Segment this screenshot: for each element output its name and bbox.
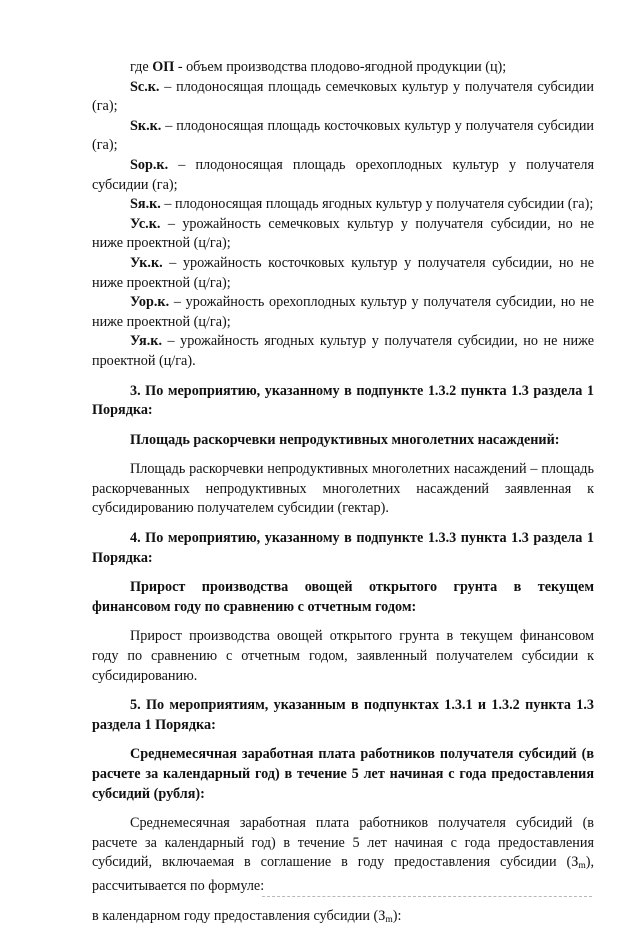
definition-item: [92, 78, 594, 117]
definition-term: Уор.к.: [130, 294, 170, 311]
definition-item: [92, 195, 594, 215]
definition-term: Ус.к.: [130, 215, 161, 232]
definition-term: Ук.к.: [130, 254, 163, 271]
section-5-formula-intro: в календарном году предоставления субсидии $(З_m)$:: [92, 907, 402, 925]
definition-term: Sк.к.: [130, 117, 162, 134]
definition-item: [92, 215, 594, 254]
definition-text: – плодоносящая площадь косточковых культур у получателя субсидии (га);: [92, 117, 594, 154]
definition-item: [92, 332, 594, 371]
section-5-subheading: Среднемесячная заработная плата работников получателя субсидий (в расчете за календарный год) в течение 5 лет начиная с года предоставления субсидий (рубля):: [92, 746, 594, 802]
intro-term: ОП: [152, 59, 175, 75]
definition-term: Sя.к.: [130, 196, 161, 213]
definition-text: – плодоносящая площадь ягодных культур у получателя субсидии (га);: [160, 196, 594, 213]
definition-text: – урожайность косточковых культур у получателя субсидии, но не ниже проектной (ц/га);: [92, 254, 594, 291]
definition-term: Sор.к.: [130, 156, 169, 173]
section-3-heading: 3. По мероприятию, указанному в подпункте 1.3.2 пункта 1.3 раздела 1 Порядка:: [92, 382, 594, 419]
section-5-body: Среднемесячная заработная плата работников получателя субсидий (в расчете за календарный год) в течение 5 лет начиная с года предоставления субсидий, включаемая в соглашение в году предоставления субсидии $(З_m)$, рассчитывается по формуле:: [92, 815, 594, 894]
definition-term: Sc.к.: [130, 78, 160, 95]
section-5-heading: 5. По мероприятиям, указанным в подпунктах 1.3.1 и 1.3.2 пункта 1.3 раздела 1 Порядка:: [92, 697, 594, 733]
definition-item: [92, 117, 594, 156]
section-4-heading: 4. По мероприятию, указанному в подпункте 1.3.3 пункта 1.3 раздела 1 Порядка:: [92, 530, 594, 566]
definition-text: – плодоносящая площадь орехоплодных культур у получателя субсидии (га);: [92, 156, 594, 193]
definition-text: – плодоносящая площадь семечковых культур у получателя субсидии (га);: [92, 78, 594, 115]
definition-item: [92, 254, 594, 293]
definition-text: – урожайность семечковых культур у получателя субсидии, но не ниже проектной (ц/га);: [92, 215, 594, 252]
section-4-subheading: Прирост производства овощей открытого грунта в текущем финансовом году по сравнению с отчетным годом:: [92, 579, 594, 615]
definition-term: Уя.к.: [130, 333, 162, 350]
section-3-body: Площадь раскорчевки непродуктивных многолетних насаждений – площадь раскорчеванных непродуктивных многолетних насаждений заявленная к субсидированию получателем субсидии (гектар).: [92, 461, 594, 517]
section-3-subheading: Площадь раскорчевки непродуктивных многолетних насаждений:: [130, 431, 560, 448]
intro-line: где ОП - объем производства плодово-ягодной продукции (ц);: [130, 59, 507, 75]
definitions-list: [92, 78, 594, 372]
definition-item: [92, 156, 594, 195]
document-body: [92, 58, 594, 930]
section-4-body: Прирост производства овощей открытого грунта в текущем финансовом году по сравнению с отчетным годом, заявленный получателем субсидии к субсидированию.: [92, 628, 594, 684]
page-bottom-rule: [262, 896, 592, 898]
definition-text: – урожайность ягодных культур у получателя субсидии, но не ниже проектной (ц/га).: [92, 333, 594, 369]
definition-item: [92, 293, 594, 332]
definition-text: – урожайность орехоплодных культур у получателя субсидии, но не ниже проектной (ц/га);: [92, 294, 594, 330]
